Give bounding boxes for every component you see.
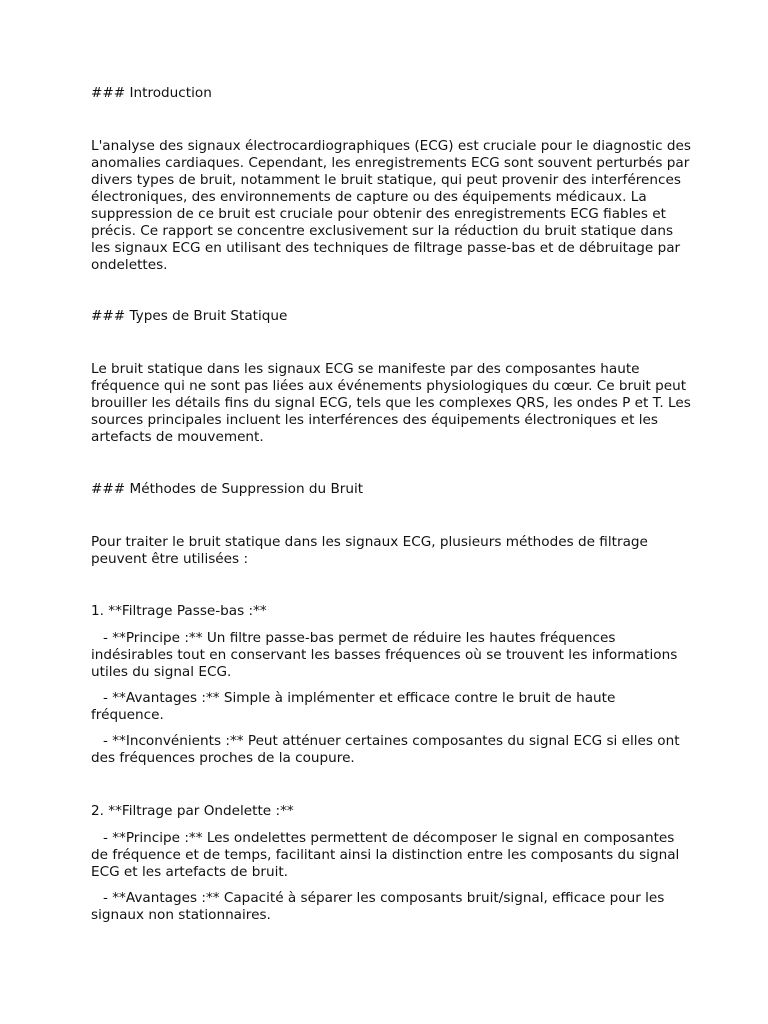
heading-methodes: ### Méthodes de Suppression du Bruit — [91, 481, 364, 497]
list-item-filtrage-ondelette: 2. **Filtrage par Ondelette :** — [91, 803, 294, 819]
paragraph-introduction: L'analyse des signaux électrocardiographiques (ECG) est cruciale pour le diagnostic des anomalies cardiaques. Cependant, les enregistrements ECG sont souvent perturbés par divers types de bruit, notamment le bruit statique, qui peut provenir des interférences électroniques, des environnements de capture ou des équipements médicaux. La suppression de ce bruit est cruciale pour obtenir des enregistrements ECG fiables et précis. Ce rapport se concentre exclusivement sur la réduction du bruit statique dans les signaux ECG en utilisant des techniques de filtrage passe-bas et de débruitage par ondelettes. — [91, 138, 692, 273]
passe-bas-inconvenients: - **Inconvénients :** Peut atténuer certaines composantes du signal ECG si elles ont des fréquences proches de la coupure. — [91, 733, 680, 766]
heading-introduction: ### Introduction — [91, 85, 212, 101]
ondelette-avantages: - **Avantages :** Capacité à séparer les composants bruit/signal, efficace pour les signaux non stationnaires. — [91, 890, 665, 923]
heading-types-de-bruit: ### Types de Bruit Statique — [91, 308, 288, 324]
list-item-filtrage-passe-bas: 1. **Filtrage Passe-bas :** — [91, 603, 267, 619]
passe-bas-principe: - **Principe :** Un filtre passe-bas permet de réduire les hautes fréquences indésirables tout en conservant les basses fréquences où se trouvent les informations utiles du signal ECG. — [91, 630, 678, 680]
paragraph-types-de-bruit: Le bruit statique dans les signaux ECG se manifeste par des composantes haute fréquence qui ne sont pas liées aux événements physiologiques du cœur. Ce bruit peut brouiller les détails fins du signal ECG, tels que les complexes QRS, les ondes P et T. Les sources principales incluent les interférences des équipements électroniques et les artefacts de mouvement. — [91, 361, 691, 445]
paragraph-methodes: Pour traiter le bruit statique dans les signaux ECG, plusieurs méthodes de filtrage peuvent être utilisées : — [91, 534, 648, 567]
ondelette-principe: - **Principe :** Les ondelettes permettent de décomposer le signal en composantes de fréquence et de temps, facilitant ainsi la distinction entre les composants du signal ECG et les artefacts de bruit. — [91, 830, 680, 880]
passe-bas-avantages: - **Avantages :** Simple à implémenter et efficace contre le bruit de haute fréquence. — [91, 690, 616, 723]
